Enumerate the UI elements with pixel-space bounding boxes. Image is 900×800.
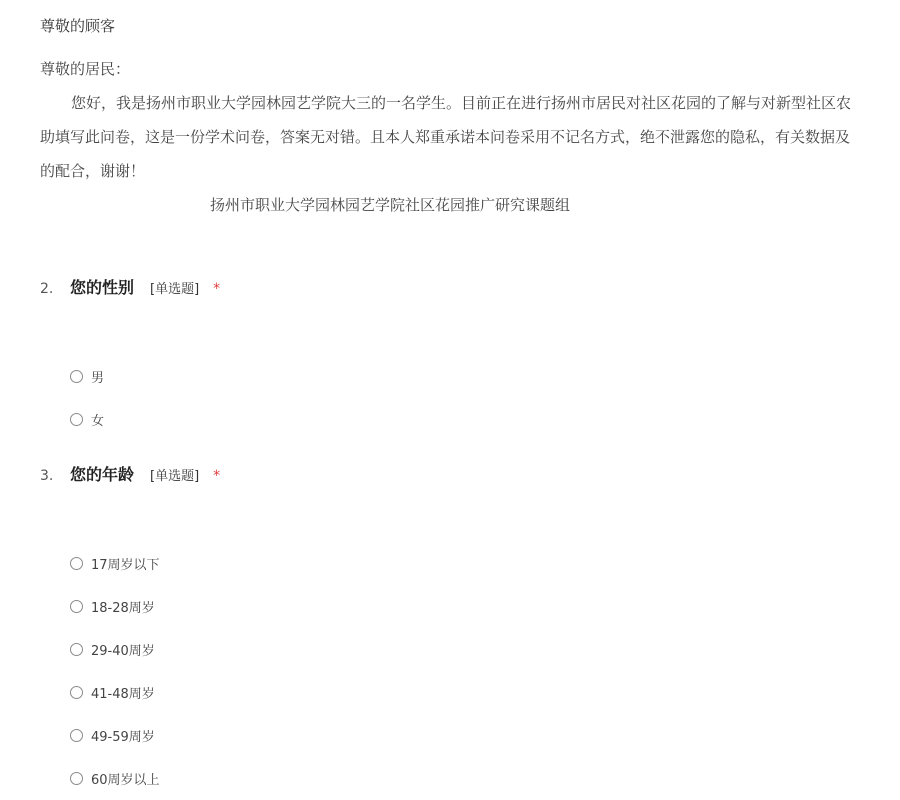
intro-paragraph-line-3: 的配合，谢谢！ (40, 162, 146, 180)
option-age-18-28[interactable] (70, 596, 155, 616)
question-age (40, 462, 860, 788)
required-marker: * (213, 281, 221, 297)
question-gender (40, 275, 860, 429)
option-female[interactable] (70, 409, 104, 429)
option-age-29-40[interactable] (70, 639, 155, 659)
survey-introduction (40, 52, 900, 222)
question-type-label: [单选题] (150, 282, 200, 297)
option-label: 60周岁以上 (91, 772, 160, 788)
radio-button[interactable] (70, 413, 83, 426)
radio-button[interactable] (70, 370, 83, 383)
question-title: 您的性别 (70, 278, 135, 297)
radio-button[interactable] (70, 643, 83, 656)
radio-button[interactable] (70, 600, 83, 613)
option-male[interactable] (70, 366, 104, 386)
intro-paragraph-line-1: 您好，我是扬州市职业大学园林园艺学院大三的一名学生。目前正在进行扬州市居民对社区花园的了解与对新型社区农 (71, 94, 852, 112)
option-label: 女 (91, 413, 105, 429)
intro-signature: 扬州市职业大学园林园艺学院社区花园推广研究课题组 (210, 196, 571, 214)
intro-paragraph-line-2: 助填写此问卷，这是一份学术问卷，答案无对错。且本人郑重承诺本问卷采用不记名方式，绝不泄露您的隐私，有关数据及 (40, 128, 851, 146)
option-age-under-17[interactable] (70, 553, 160, 573)
radio-button[interactable] (70, 557, 83, 570)
required-marker: * (213, 468, 221, 484)
option-age-49-59[interactable] (70, 725, 155, 745)
question-title: 您的年龄 (70, 465, 135, 484)
question-number: 2. (40, 281, 54, 297)
question-number: 3. (40, 468, 54, 484)
option-label: 17周岁以下 (91, 557, 160, 573)
option-label: 男 (91, 370, 105, 386)
question-header (40, 462, 860, 484)
option-age-60-plus[interactable] (70, 768, 160, 788)
intro-greeting: 尊敬的居民： (40, 60, 131, 78)
option-label: 29-40周岁 (91, 643, 155, 659)
radio-button[interactable] (70, 729, 83, 742)
radio-button[interactable] (70, 686, 83, 699)
question-header (40, 275, 860, 297)
radio-button[interactable] (70, 772, 83, 785)
page-title: 尊敬的顾客 (40, 17, 116, 35)
option-label: 41-48周岁 (91, 686, 155, 702)
option-label: 18-28周岁 (91, 600, 155, 616)
option-age-41-48[interactable] (70, 682, 155, 702)
option-label: 49-59周岁 (91, 729, 155, 745)
question-type-label: [单选题] (150, 469, 200, 484)
